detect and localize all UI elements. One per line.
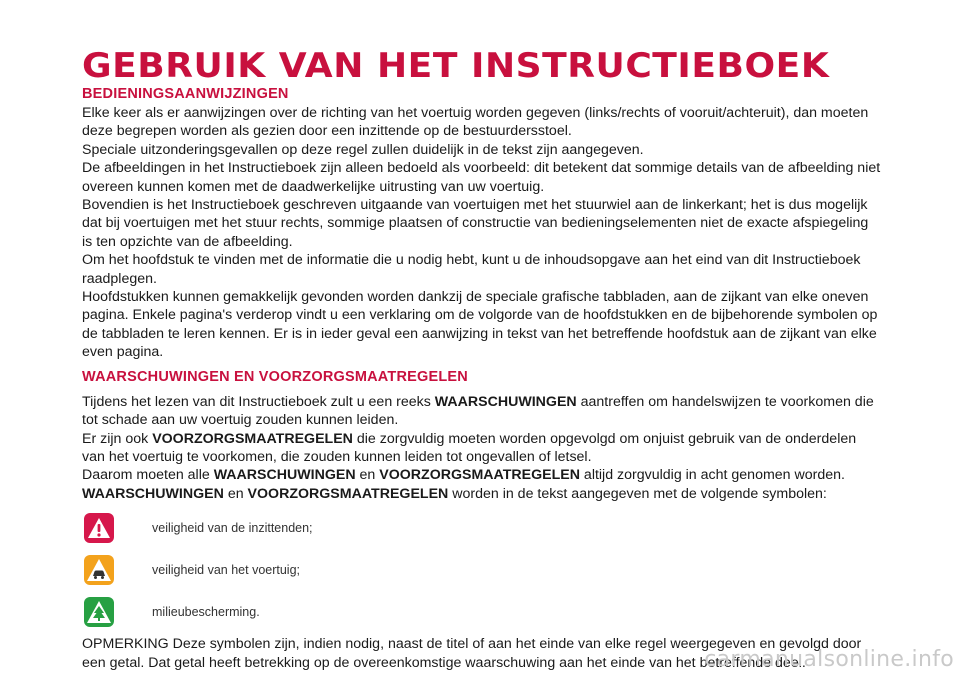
symbol-row [82, 507, 882, 549]
section-heading-waarschuwingen: WAARSCHUWINGEN EN VOORZORGSMAATREGELEN [82, 368, 468, 385]
symbol-label: milieubescherming. [152, 605, 260, 620]
warning-car-icon [84, 555, 114, 585]
environment-tree-icon [84, 597, 114, 627]
page-title: GEBRUIK VAN HET INSTRUCTIEBOEK [82, 46, 830, 86]
warning-person-icon [84, 513, 114, 543]
symbol-list [82, 507, 882, 633]
paragraph: Er zijn ook VOORZORGSMAATREGELEN die zorgvuldig moeten worden opgevolgd om onjuist gebruik van de onderdelen van het voertuig te voorkomen, die zouden kunnen leiden tot ongevallen of letsel. [82, 430, 857, 465]
paragraph: Om het hoofdstuk te vinden met de informatie die u nodig hebt, kunt u de inhoudsopgave aan het eind van dit Instructieboek raadplegen. [82, 252, 861, 287]
manual-page [82, 46, 882, 672]
paragraph: Speciale uitzonderingsgevallen op deze regel zullen duidelijk in de tekst zijn aangegeven. [82, 141, 644, 158]
paragraph: Bovendien is het Instructieboek geschreven uitgaande van voertuigen met het stuurwiel aan de linkerkant; het is dus mogelijk dat bij voertuigen met het stuur rechts, sommige plaatsen of constructie van bedieningselementen niet de exacte afspiegeling is ten opzichte van de afbeelding. [82, 197, 869, 250]
paragraph: De afbeeldingen in het Instructieboek zijn alleen bedoeld als voorbeeld: dit betekent dat sommige details van de afbeelding niet overeen kunnen komen met de daadwerkelijke uitrusting van uw voertuig. [82, 160, 881, 195]
paragraph: Elke keer als er aanwijzingen over de richting van het voertuig worden gegeven (links/rechts of vooruit/achteruit), dan moeten deze begrepen worden als gezien door een inzittende op de bestuurdersstoel. [82, 105, 869, 140]
symbol-label: veiligheid van het voertuig; [152, 563, 301, 578]
section-heading-bedieningsaanwijzingen: BEDIENINGSAANWIJZINGEN [82, 86, 289, 102]
paragraph: WAARSCHUWINGEN en VOORZORGSMAATREGELEN worden in de tekst aangegeven met de volgende symbolen: [82, 485, 827, 502]
symbol-label: veiligheid van de inzittenden; [152, 521, 313, 536]
symbol-row [82, 549, 882, 591]
watermark: carmanualsonline.info [704, 647, 954, 672]
paragraph: Tijdens het lezen van dit Instructieboek zult u een reeks WAARSCHUWINGEN aantreffen om handelswijzen te voorkomen die tot schade aan uw voertuig zouden kunnen leiden. [82, 393, 874, 429]
symbol-row [82, 591, 882, 633]
note-paragraph: OPMERKING Deze symbolen zijn, indien nodig, naast de titel of aan het einde van elke regel weergegeven en gevolgd door een getal. Dat getal heeft betrekking op de overeenkomstige waarschuwing aan het einde van het betreffende deel. [82, 636, 862, 671]
paragraph: Hoofdstukken kunnen gemakkelijk gevonden worden dankzij de speciale grafische tabbladen, aan de zijkant van elke oneven pagina. Enkele pagina's verderop vindt u een verklaring om de volgorde van de hoofdstukken en de bijbehorende symbolen op de tabbladen te leren kennen. Er is in ieder geval een aanwijzing in tekst van het betreffende hoofdstuk aan de zijkant van elke even pagina. [82, 289, 878, 361]
paragraph: Daarom moeten alle WAARSCHUWINGEN en VOORZORGSMAATREGELEN altijd zorgvuldig in acht genomen worden. [82, 467, 845, 484]
